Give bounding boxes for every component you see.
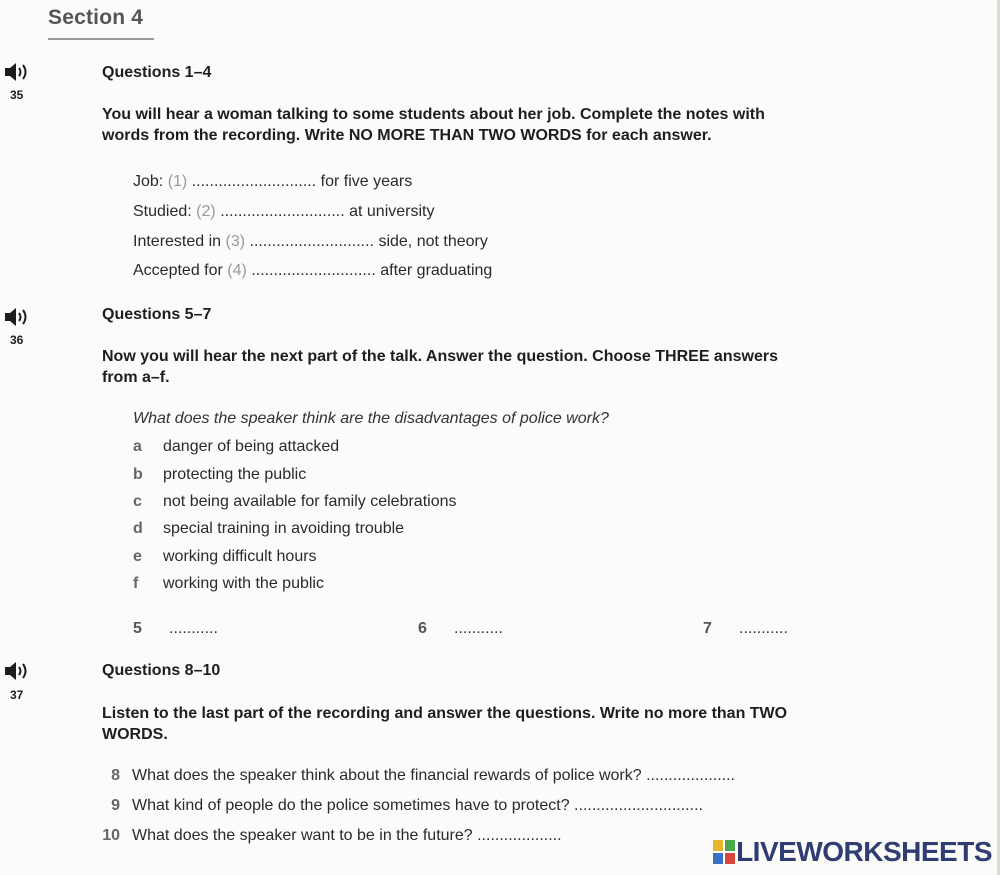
note-line xyxy=(133,233,488,251)
answer-number: 7 xyxy=(703,620,712,637)
instructions xyxy=(102,104,765,146)
liveworksheets-watermark xyxy=(713,836,992,868)
option-e[interactable] xyxy=(133,548,317,566)
answer-blank[interactable]: ................... xyxy=(477,827,562,844)
question-number: (3) xyxy=(225,233,246,250)
note-label: Accepted for xyxy=(133,262,223,279)
answer-blank[interactable]: ........... xyxy=(739,620,788,637)
question-number: (4) xyxy=(227,262,247,279)
instruction-line: Now you will hear the next part of the talk. Answer the question. Choose THREE answers xyxy=(102,348,778,365)
audio-speaker-icon[interactable] xyxy=(4,660,34,682)
option-letter: c xyxy=(133,493,142,510)
question-number: 10 xyxy=(102,827,120,844)
option-c[interactable] xyxy=(133,493,457,511)
option-letter: b xyxy=(133,466,143,483)
instructions xyxy=(102,346,778,388)
note-line xyxy=(133,262,492,280)
question-number: (2) xyxy=(196,203,216,220)
instruction-line: words from the recording. Write NO MORE THAN TWO WORDS for each answer. xyxy=(102,127,712,144)
note-continuation: side, not theory xyxy=(378,233,488,250)
note-label: Job: xyxy=(133,173,164,190)
answer-blank[interactable]: ........... xyxy=(169,620,218,637)
mcq-question: What does the speaker think are the disadvantages of police work? xyxy=(133,410,609,427)
option-text: working with the public xyxy=(163,575,324,592)
answer-slot xyxy=(418,620,503,638)
question-number: 8 xyxy=(111,767,120,784)
question-number: 9 xyxy=(111,797,120,814)
option-text: danger of being attacked xyxy=(163,438,340,455)
answer-blank[interactable]: ............................. xyxy=(574,797,703,814)
option-letter: d xyxy=(133,520,143,537)
answer-blank[interactable]: .................... xyxy=(646,767,735,784)
track-number: 37 xyxy=(10,688,24,702)
audio-speaker-icon[interactable] xyxy=(4,306,34,328)
option-f[interactable] xyxy=(133,575,324,593)
audio-speaker-icon[interactable] xyxy=(4,61,34,83)
note-continuation: after graduating xyxy=(380,262,493,279)
note-line xyxy=(133,173,412,191)
question-text: What does the speaker want to be in the future? xyxy=(132,827,473,844)
watermark-text: LIVEWORKSHEETS xyxy=(736,836,992,867)
note-continuation: at university xyxy=(349,203,435,220)
instructions xyxy=(102,703,787,745)
answer-number: 6 xyxy=(418,620,427,637)
option-text: not being available for family celebrations xyxy=(163,493,457,510)
option-text: protecting the public xyxy=(163,466,307,483)
answer-blank[interactable]: ............................ xyxy=(220,203,345,220)
section-title: Section 4 xyxy=(48,6,144,29)
note-continuation: for five years xyxy=(320,173,413,190)
note-line xyxy=(133,203,434,221)
track-number: 35 xyxy=(10,88,24,102)
option-a[interactable] xyxy=(133,438,339,456)
instruction-line: You will hear a woman talking to some students about her job. Complete the notes with xyxy=(102,106,765,123)
answer-slot xyxy=(133,620,218,638)
short-answer-question xyxy=(90,767,735,785)
questions-heading: Questions 1–4 xyxy=(102,64,212,81)
note-label: Interested in xyxy=(133,233,222,250)
option-d[interactable] xyxy=(133,520,404,538)
answer-blank[interactable]: ............................ xyxy=(251,262,376,279)
answer-slot xyxy=(703,620,788,638)
option-letter: a xyxy=(133,438,142,455)
answer-blank[interactable]: ........... xyxy=(454,620,503,637)
option-b[interactable] xyxy=(133,466,306,484)
option-letter: e xyxy=(133,548,142,565)
short-answer-question xyxy=(90,827,562,845)
liveworksheets-logo-icon xyxy=(713,840,735,864)
option-text: special training in avoiding trouble xyxy=(163,520,405,537)
answer-number: 5 xyxy=(133,620,142,637)
question-text: What does the speaker think about the financial rewards of police work? xyxy=(132,767,642,784)
questions-heading: Questions 5–7 xyxy=(102,306,212,323)
option-letter: f xyxy=(133,575,139,592)
question-text: What kind of people do the police sometimes have to protect? xyxy=(132,797,570,814)
instruction-line: Listen to the last part of the recording and answer the questions. Write no more than TWO xyxy=(102,705,788,722)
questions-heading: Questions 8–10 xyxy=(102,662,221,679)
answer-blank[interactable]: ............................ xyxy=(191,173,317,190)
short-answer-question xyxy=(90,797,703,815)
question-number: (1) xyxy=(167,173,188,190)
instruction-line: from a–f. xyxy=(102,369,170,386)
track-number: 36 xyxy=(10,333,24,347)
note-label: Studied: xyxy=(133,203,192,220)
section-underline xyxy=(48,38,154,40)
answer-blank[interactable]: ............................ xyxy=(249,233,374,250)
option-text: working difficult hours xyxy=(163,548,317,565)
instruction-line: WORDS. xyxy=(102,726,168,743)
